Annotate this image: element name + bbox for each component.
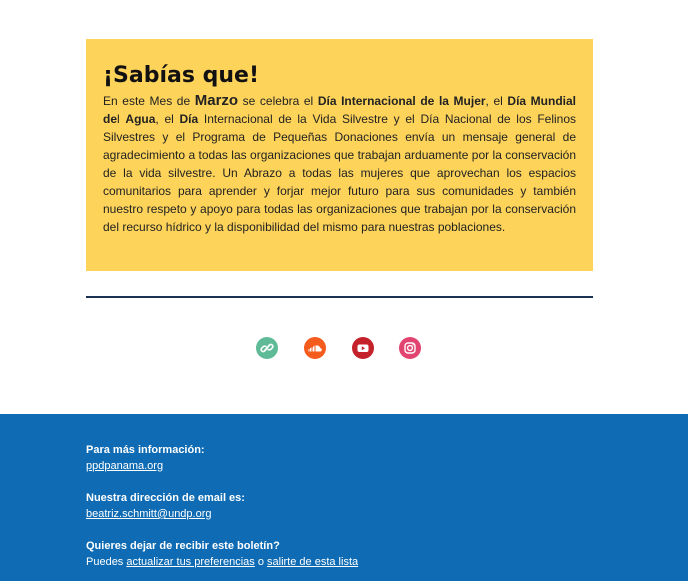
footer-unsubscribe-block: [86, 538, 688, 570]
youtube-icon[interactable]: [352, 337, 374, 359]
soundcloud-icon[interactable]: [304, 337, 326, 359]
unsubscribe-line: Puedes actualizar tus preferencias o salirte de esta lista: [86, 556, 359, 568]
social-links: [0, 337, 688, 359]
unsubscribe-label: Quieres dejar de recibir este boletín?: [86, 540, 280, 552]
section-divider: [86, 296, 593, 298]
footer-email-block: [86, 490, 688, 522]
footer: [0, 414, 688, 581]
email-label: Nuestra dirección de email es:: [86, 492, 245, 504]
email-link[interactable]: beatriz.schmitt@undp.org: [86, 508, 212, 520]
footer-info-block: [86, 442, 688, 474]
website-link[interactable]: ppdpanama.org: [86, 460, 164, 472]
info-label: Para más información:: [86, 444, 205, 456]
update-preferences-link[interactable]: actualizar tus preferencias: [126, 556, 255, 568]
link-icon[interactable]: [256, 337, 278, 359]
unsubscribe-link[interactable]: salirte de esta lista: [267, 556, 359, 568]
month-name: Marzo: [194, 92, 239, 109]
did-you-know-callout: [86, 39, 593, 271]
instagram-icon[interactable]: [399, 337, 421, 359]
callout-heading: ¡Sabías que!: [103, 63, 259, 88]
callout-body: En este Mes de Marzo se celebra el Día Internacional de la Mujer, el Día Mundial del Agua, el Día Internacional de la Vida Silvestre y el Día Nacional de los Felinos Silvestres y el Programa de Pequeñas Donaciones envía un mensaje general de agradecimiento a todas las organizaciones que trabajan arduamente por la conservación de la vida silvestre. Un Abrazo a todas las mujeres que aprovechan los espacios comunitarios para aprender y forjar mejor futuro para sus comunidades y también nuestro respeto y apoyo para todas las organizaciones que trabajan por la conservación del recurso hídrico y la disponibilidad del mismo para nuestras poblaciones.: [103, 92, 577, 234]
